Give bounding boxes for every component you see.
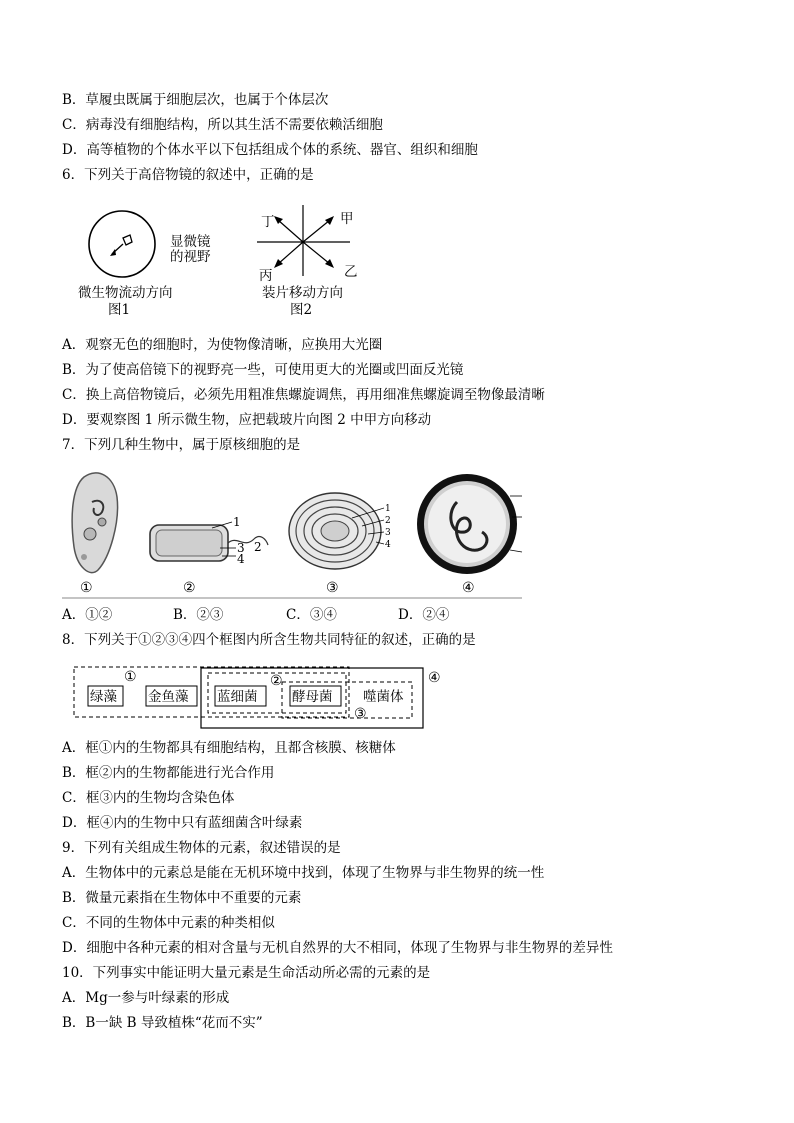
bacteria-part-2: 2 bbox=[254, 540, 262, 554]
question-9: 9．下列有关组成生物体的元素，叙述错误的是 bbox=[62, 840, 341, 856]
option-text: B．B一缺 B 导致植株“花而不实” bbox=[62, 1015, 263, 1031]
ring-part-1: 1 bbox=[385, 504, 391, 514]
option-text: C．换上高倍物镜后，必须先用粗准焦螺旋调焦，再用细准焦螺旋调至物像最清晰 bbox=[62, 387, 545, 403]
ring-part-2: 2 bbox=[385, 516, 391, 526]
box-3-label: ③ bbox=[354, 706, 367, 722]
option-text: A．观察无色的细胞时，为使物像清晰，应换用大光圈 bbox=[62, 337, 383, 353]
organism-yeast: 酵母菌 bbox=[292, 689, 333, 705]
layered-cell-image bbox=[289, 493, 391, 569]
figure-1 bbox=[78, 211, 211, 318]
fig1-caption: 微生物流动方向 bbox=[78, 285, 173, 301]
fig1-label-bottom: 的视野 bbox=[170, 249, 211, 265]
q7-label-4: ④ bbox=[462, 580, 475, 596]
fig2-ding: 丁 bbox=[261, 214, 275, 230]
option-c: C．③④ bbox=[286, 607, 337, 623]
organism-cyanobacteria: 蓝细菌 bbox=[217, 689, 258, 705]
q7-options bbox=[62, 606, 462, 624]
organism-phage: 噬菌体 bbox=[363, 689, 404, 705]
option-text: B．为了使高倍镜下的视野亮一些，可使用更大的光圈或凹面反光镜 bbox=[62, 362, 464, 378]
paramecium-image bbox=[72, 473, 117, 573]
fig2-jia: 甲 bbox=[340, 211, 354, 227]
option-text: C．不同的生物体中元素的种类相似 bbox=[62, 915, 275, 931]
option-text: D．细胞中各种元素的相对含量与无机自然界的大不相同，体现了生物界与非生物界的差异性 bbox=[62, 940, 613, 956]
bacteria-part-4: 4 bbox=[237, 552, 245, 566]
organism-hornwort: 金鱼藻 bbox=[148, 689, 189, 705]
question-10: 10．下列事实中能证明大量元素是生命活动所必需的元素的是 bbox=[62, 965, 431, 981]
box-1-label: ① bbox=[124, 669, 137, 685]
option-text: A．框①内的生物都具有细胞结构，且都含核膜、核糖体 bbox=[62, 740, 396, 756]
option-a: A．①② bbox=[62, 607, 113, 623]
virus-image bbox=[417, 474, 522, 574]
option-text: A．生物体中的元素总是能在无机环境中找到，体现了生物界与非生物界的统一性 bbox=[62, 865, 545, 881]
cell-type-figure bbox=[62, 462, 524, 600]
option-text: B．草履虫既属于细胞层次，也属于个体层次 bbox=[62, 92, 329, 108]
option-text: B．框②内的生物都能进行光合作用 bbox=[62, 765, 275, 781]
organism-box-figure bbox=[70, 660, 460, 736]
option-text: B．微量元素指在生物体中不重要的元素 bbox=[62, 890, 302, 906]
question-8: 8．下列关于①②③④四个框图内所含生物共同特征的叙述，正确的是 bbox=[62, 632, 476, 648]
ring-part-3: 3 bbox=[385, 528, 391, 538]
fig1-number: 图1 bbox=[108, 302, 131, 318]
option-d: D．②④ bbox=[398, 607, 450, 623]
q7-label-3: ③ bbox=[326, 580, 339, 596]
figure-2 bbox=[257, 205, 358, 318]
fig2-yi: 乙 bbox=[344, 264, 358, 280]
option-text: C．框③内的生物均含染色体 bbox=[62, 790, 235, 806]
organism-green-algae: 绿藻 bbox=[90, 689, 117, 705]
option-text: D．框④内的生物中只有蓝细菌含叶绿素 bbox=[62, 815, 303, 831]
option-text: D．高等植物的个体水平以下包括组成个体的系统、器官、组织和细胞 bbox=[62, 142, 478, 158]
question-7: 7．下列几种生物中，属于原核细胞的是 bbox=[62, 437, 301, 453]
bacteria-part-1: 1 bbox=[233, 515, 241, 529]
bacteria-part-3: 3 bbox=[237, 541, 245, 555]
option-text: D．要观察图 1 所示微生物，应把载玻片向图 2 中甲方向移动 bbox=[62, 412, 432, 428]
q7-label-2: ② bbox=[183, 580, 196, 596]
fig2-caption: 装片移动方向 bbox=[262, 285, 343, 301]
option-b: B．②③ bbox=[173, 607, 224, 623]
option-text: A．Mg一参与叶绿素的形成 bbox=[62, 990, 230, 1006]
box-2-label: ② bbox=[270, 673, 283, 689]
fig2-number: 图2 bbox=[290, 302, 313, 318]
bacterium-image bbox=[150, 515, 268, 566]
fig2-bing: 丙 bbox=[259, 268, 273, 284]
box-4-label: ④ bbox=[428, 670, 441, 686]
microscope-figures bbox=[60, 200, 380, 330]
question-6: 6．下列关于高倍物镜的叙述中，正确的是 bbox=[62, 167, 314, 183]
option-text: C．病毒没有细胞结构，所以其生活不需要依赖活细胞 bbox=[62, 117, 383, 133]
fig1-label-top: 显微镜 bbox=[170, 234, 211, 250]
ring-part-4: 4 bbox=[385, 540, 391, 550]
q7-label-1: ① bbox=[80, 580, 93, 596]
